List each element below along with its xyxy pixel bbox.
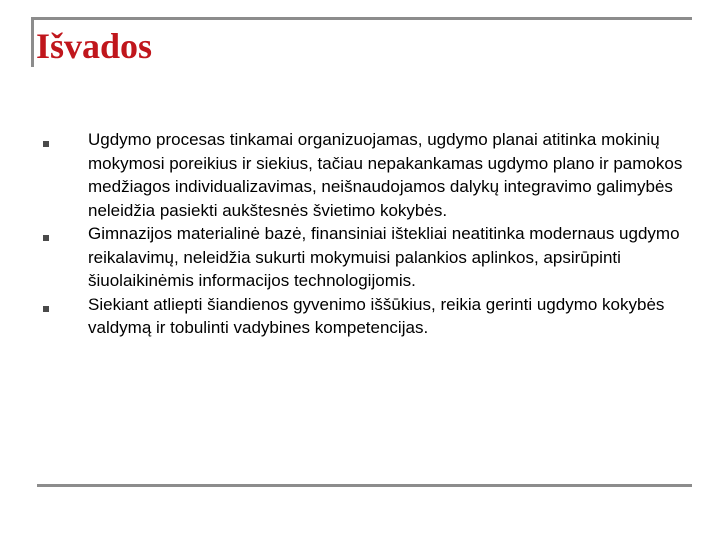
- bullet-list: [36, 128, 708, 340]
- bullet-text: Siekiant atliepti šiandienos gyvenimo iššūkius, reikia gerinti ugdymo kokybės valdymą ir tobulinti vadybines kompetencijas.: [88, 294, 665, 337]
- bullet-item: [36, 293, 708, 340]
- square-bullet-icon: [43, 141, 49, 147]
- left-frame-line: [31, 17, 34, 67]
- square-bullet-icon: [43, 235, 49, 241]
- bullet-item: [36, 222, 708, 293]
- bottom-frame-line: [37, 484, 692, 487]
- bullet-text: Ugdymo procesas tinkamai organizuojamas, ugdymo planai atitinka mokinių mokymosi poreikius ir siekius, tačiau nepakankamas ugdymo plano ir pamokos medžiagos individualizavimas, neišnaudojamos dalykų integravimo galimybės neleidžia pasiekti aukštesnės švietimo kokybės.: [88, 130, 683, 220]
- top-frame-line: [31, 17, 692, 20]
- bullet-item: [36, 128, 708, 222]
- square-bullet-icon: [43, 306, 49, 312]
- bullet-text: Gimnazijos materialinė bazė, finansiniai ištekliai neatitinka modernaus ugdymo reikalavimų, neleidžia sukurti mokymuisi palankios aplinkos, apsirūpinti šiuolaikinėmis informacijos technologijomis.: [88, 224, 680, 290]
- slide-title: Išvados: [36, 26, 153, 66]
